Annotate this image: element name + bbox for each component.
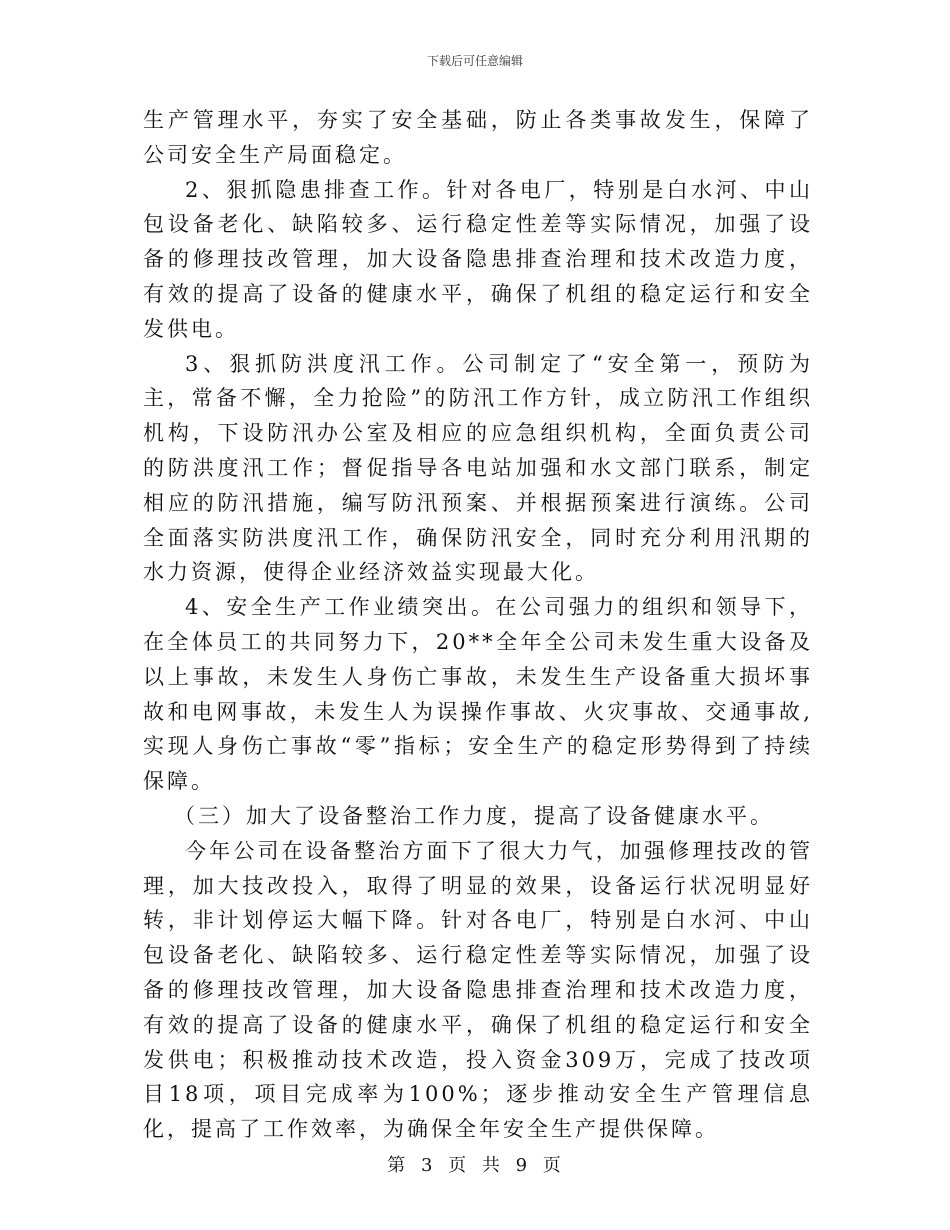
page-header: 下载后可任意编辑: [426, 54, 523, 68]
section-heading-equipment: （三）加大了设备整治工作力度，提高了设备健康水平。: [174, 803, 774, 828]
page-number: 第 3 页 共 9 页: [387, 1155, 563, 1176]
paragraph-flood-prevention: 3、狠抓防洪度汛工作。公司制定了“安全第一，预防为主，常备不懈，全力抢险”的防汛工作方针，成立防汛工作组织机构，下设防汛办公室及相应的应急组织机构，全面负责公司的防洪度汛工作；督促指导各电站加强和水文部门联系，制定相应的防汛措施，编写防汛预案、并根据预案进行演练。公司全面落实防洪度汛工作，确保防汛安全，同时充分利用汛期的水力资源，使得企业经济效益实现最大化。: [143, 351, 813, 585]
document-body: [143, 103, 813, 1147]
paragraph-safety-record: 4、安全生产工作业绩突出。在公司强力的组织和领导下，在全体员工的共同努力下，20**全年全公司未发生重大设备及以上事故，未发生人身伤亡事故，未发生生产设备重大损坏事故和电网事故，未发生人为误操作事故、火灾事故、交通事故,实现人身伤亡事故“零”指标；安全生产的稳定形势得到了持续保障。: [143, 595, 813, 794]
paragraph-continuation: 生产管理水平，夯实了安全基础，防止各类事故发生，保障了公司安全生产局面稳定。: [143, 108, 813, 167]
paragraph-hazard-inspection: 2、狠抓隐患排查工作。针对各电厂，特别是白水河、中山包设备老化、缺陷较多、运行稳定性差等实际情况，加强了设备的修理技改管理，加大设备隐患排查治理和技术改造力度，有效的提高了设备的健康水平，确保了机组的稳定运行和安全发供电。: [143, 177, 813, 341]
paragraph-equipment-improvement: 今年公司在设备整治方面下了很大力气，加强修理技改的管理，加大技改投入，取得了明显的效果，设备运行状况明显好转，非计划停运大幅下降。针对各电厂，特别是白水河、中山包设备老化、缺陷较多、运行稳定性差等实际情况，加强了设备的修理技改管理，加大设备隐患排查治理和技术改造力度，有效的提高了设备的健康水平，确保了机组的稳定运行和安全发供电；积极推动技术改造，投入资金309万，完成了技改项目18项，项目完成率为100%；逐步推动安全生产管理信息化，提高了工作效率，为确保全年安全生产提供保障。: [143, 838, 813, 1142]
